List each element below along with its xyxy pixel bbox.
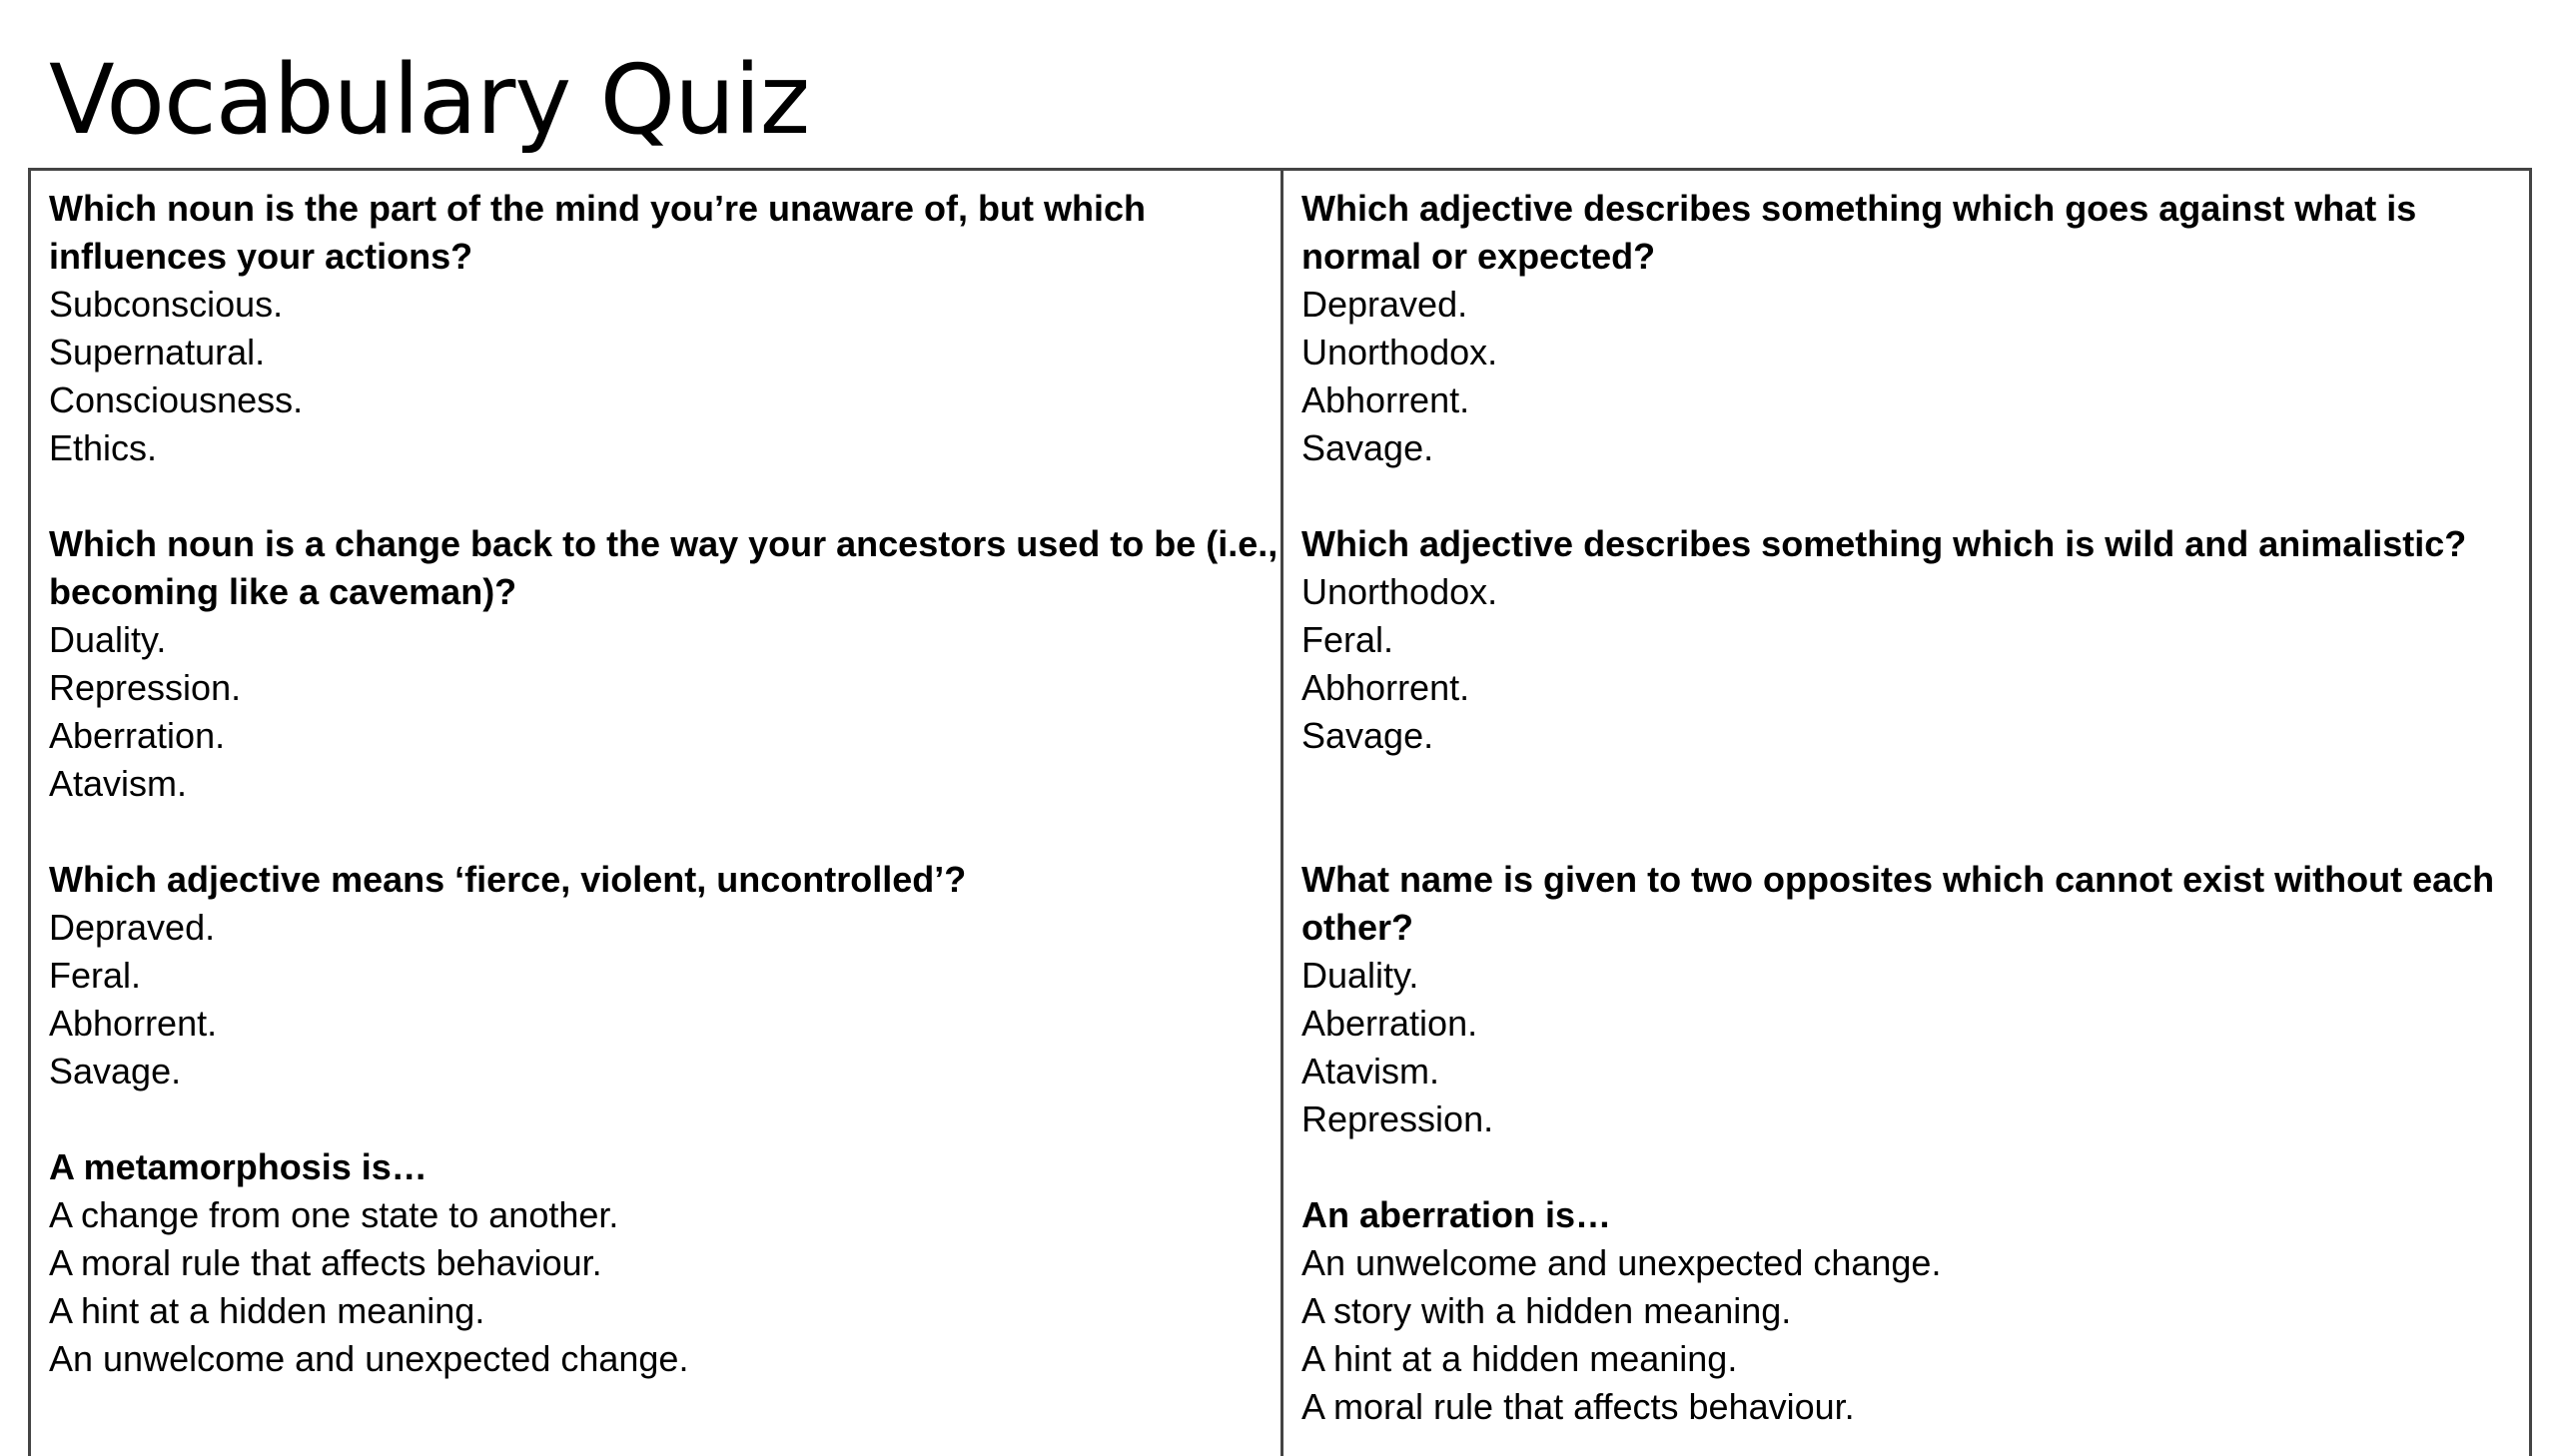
answer-option: Abhorrent. (1301, 667, 1470, 708)
question-text: Which adjective means ‘fierce, violent, uncontrolled’? (49, 859, 967, 900)
answer-option: Savage. (49, 1051, 182, 1092)
answer-option: Atavism. (49, 763, 188, 804)
answer-option: Duality. (49, 619, 167, 660)
answer-option: Savage. (1301, 715, 1434, 756)
right-column (1283, 171, 2529, 1456)
question-block (49, 185, 1280, 472)
question-text: What name is given to two opposites which cannot exist without each other? (1301, 859, 2495, 948)
question-block (49, 520, 1280, 808)
answer-option: Ethics. (49, 427, 158, 468)
question-block (49, 856, 1280, 1095)
quiz-table (28, 168, 2532, 1456)
answer-option: A hint at a hidden meaning. (49, 1290, 485, 1331)
question-text: Which noun is the part of the mind you’re unaware of, but which influences your actions? (49, 188, 1147, 277)
question-text: An aberration is… (1301, 1194, 1612, 1235)
answer-option: Duality. (1301, 955, 1419, 996)
answer-option: A hint at a hidden meaning. (1301, 1338, 1738, 1379)
answer-option: Aberration. (1301, 1003, 1478, 1044)
answer-option: An unwelcome and unexpected change. (49, 1338, 689, 1379)
question-block (1301, 1191, 2529, 1431)
answer-option: Feral. (1301, 619, 1394, 660)
answer-option: Aberration. (49, 715, 226, 756)
answer-option: Savage. (1301, 427, 1434, 468)
question-block (1301, 185, 2529, 472)
answer-option: Consciousness. (49, 379, 304, 420)
answer-option: Repression. (1301, 1098, 1494, 1139)
question-text: Which adjective describes something which goes against what is normal or expected? (1301, 188, 2417, 277)
left-column (31, 171, 1283, 1456)
answer-option: Feral. (49, 955, 142, 996)
answer-option: Abhorrent. (1301, 379, 1470, 420)
answer-option: Atavism. (1301, 1051, 1440, 1092)
answer-option: A change from one state to another. (49, 1194, 619, 1235)
question-block (1301, 856, 2529, 1143)
question-text: Which noun is a change back to the way your ancestors used to be (i.e., becoming like a caveman)? (49, 523, 1278, 612)
answer-option: Depraved. (1301, 284, 1468, 325)
answer-option: Supernatural. (49, 332, 266, 372)
answer-option: Unorthodox. (1301, 571, 1498, 612)
answer-option: Depraved. (49, 907, 216, 948)
answer-option: An unwelcome and unexpected change. (1301, 1242, 1942, 1283)
question-text: Which adjective describes something which is wild and animalistic? (1301, 523, 2467, 564)
answer-option: A story with a hidden meaning. (1301, 1290, 1792, 1331)
answer-option: Subconscious. (49, 284, 284, 325)
answer-option: Abhorrent. (49, 1003, 218, 1044)
answer-option: A moral rule that affects behaviour. (49, 1242, 602, 1283)
answer-option: Repression. (49, 667, 242, 708)
answer-option: Unorthodox. (1301, 332, 1498, 372)
question-block (49, 1143, 1280, 1383)
question-text: A metamorphosis is… (49, 1146, 427, 1187)
answer-option: A moral rule that affects behaviour. (1301, 1386, 1855, 1427)
question-block (1301, 520, 2529, 760)
slide-title: Vocabulary Quiz (49, 44, 810, 156)
